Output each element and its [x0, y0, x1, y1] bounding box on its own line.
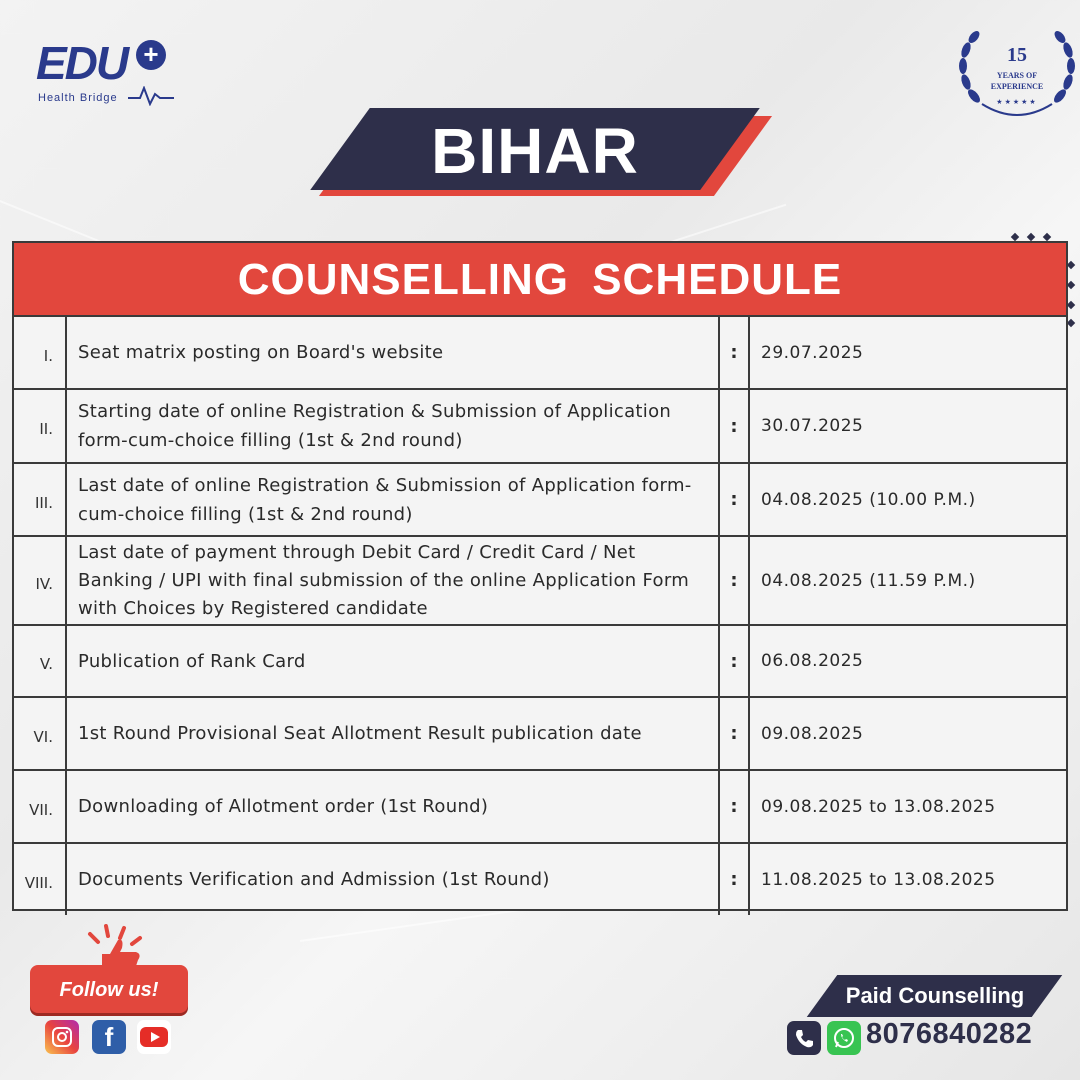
row-description: Documents Verification and Admission (1st Round): [67, 844, 720, 915]
logo-wordmark: EDU: [36, 37, 128, 89]
schedule-row: [14, 537, 1066, 626]
schedule-row: [14, 464, 1066, 537]
row-separator: :: [720, 317, 750, 388]
schedule-row: [14, 844, 1066, 915]
row-separator: :: [720, 626, 750, 696]
phone-number[interactable]: 8076840282: [866, 1018, 1033, 1050]
row-date: 29.07.2025: [761, 342, 864, 363]
row-separator: :: [720, 390, 750, 462]
schedule-row: [14, 626, 1066, 698]
row-description: Last date of payment through Debit Card / Credit Card / Net Banking / UPI with final submission of the online Application Form with Choices by Registered candidate: [67, 537, 720, 624]
row-date: 09.08.2025: [761, 723, 864, 744]
row-date: 09.08.2025 to 13.08.2025: [761, 796, 996, 817]
row-date: 30.07.2025: [761, 416, 864, 436]
counselling-schedule-table: [12, 241, 1068, 911]
experience-line2: EXPERIENCE: [990, 82, 1044, 91]
row-description: 1st Round Provisional Seat Allotment Result publication date: [67, 698, 720, 769]
phone-call-icon[interactable]: [787, 1021, 821, 1055]
experience-years: 15: [1007, 44, 1027, 66]
row-number: II.: [14, 390, 67, 462]
schedule-heading: COUNSELLING SCHEDULE: [14, 243, 1066, 317]
row-description: Last date of online Registration & Submission of Application form-cum-choice filling (1st & 2nd round): [67, 464, 720, 535]
whatsapp-icon[interactable]: [827, 1021, 861, 1055]
row-number: I.: [14, 317, 67, 388]
row-separator: :: [720, 771, 750, 842]
row-date: 06.08.2025: [761, 651, 864, 671]
state-banner: [330, 108, 750, 198]
row-description: Seat matrix posting on Board's website: [67, 317, 720, 388]
logo-plus-icon: +: [136, 40, 166, 70]
schedule-row: [14, 771, 1066, 844]
row-separator: :: [720, 464, 750, 535]
follow-us-button[interactable]: Follow us!: [30, 965, 188, 1013]
row-description: Downloading of Allotment order (1st Round): [67, 771, 720, 842]
state-title: BIHAR: [431, 115, 639, 187]
row-date: 04.08.2025 (11.59 P.M.): [761, 570, 976, 591]
row-number: V.: [14, 626, 67, 696]
experience-line1: YEARS OF: [996, 71, 1038, 80]
row-description: Starting date of online Registration & Submission of Application form-cum-choice filling (1st & 2nd round): [67, 390, 720, 462]
row-date: 04.08.2025 (10.00 P.M.): [761, 489, 976, 510]
youtube-icon[interactable]: [137, 1020, 171, 1054]
row-description: Publication of Rank Card: [67, 626, 720, 696]
instagram-icon[interactable]: [45, 1020, 79, 1054]
schedule-row: [14, 698, 1066, 771]
row-separator: :: [720, 698, 750, 769]
experience-label: [952, 70, 1080, 92]
paid-counselling-label: Paid Counselling: [845, 983, 1025, 1008]
schedule-row: [14, 317, 1066, 390]
stars-icon: ★★★★★: [996, 98, 1038, 106]
heartbeat-icon: [128, 86, 174, 106]
row-number: III.: [14, 464, 67, 535]
row-number: VIII.: [14, 844, 67, 915]
row-date: 11.08.2025 to 13.08.2025: [761, 869, 996, 890]
row-number: VI.: [14, 698, 67, 769]
row-number: IV.: [14, 537, 67, 624]
row-separator: :: [720, 537, 750, 624]
brand-logo: [36, 36, 176, 116]
row-separator: :: [720, 844, 750, 915]
row-number: VII.: [14, 771, 67, 842]
logo-tagline: Health Bridge: [38, 92, 118, 104]
paid-counselling-banner: [810, 975, 1060, 1017]
schedule-row: [14, 390, 1066, 464]
facebook-icon[interactable]: f: [92, 1020, 126, 1054]
experience-badge: [952, 26, 1080, 122]
